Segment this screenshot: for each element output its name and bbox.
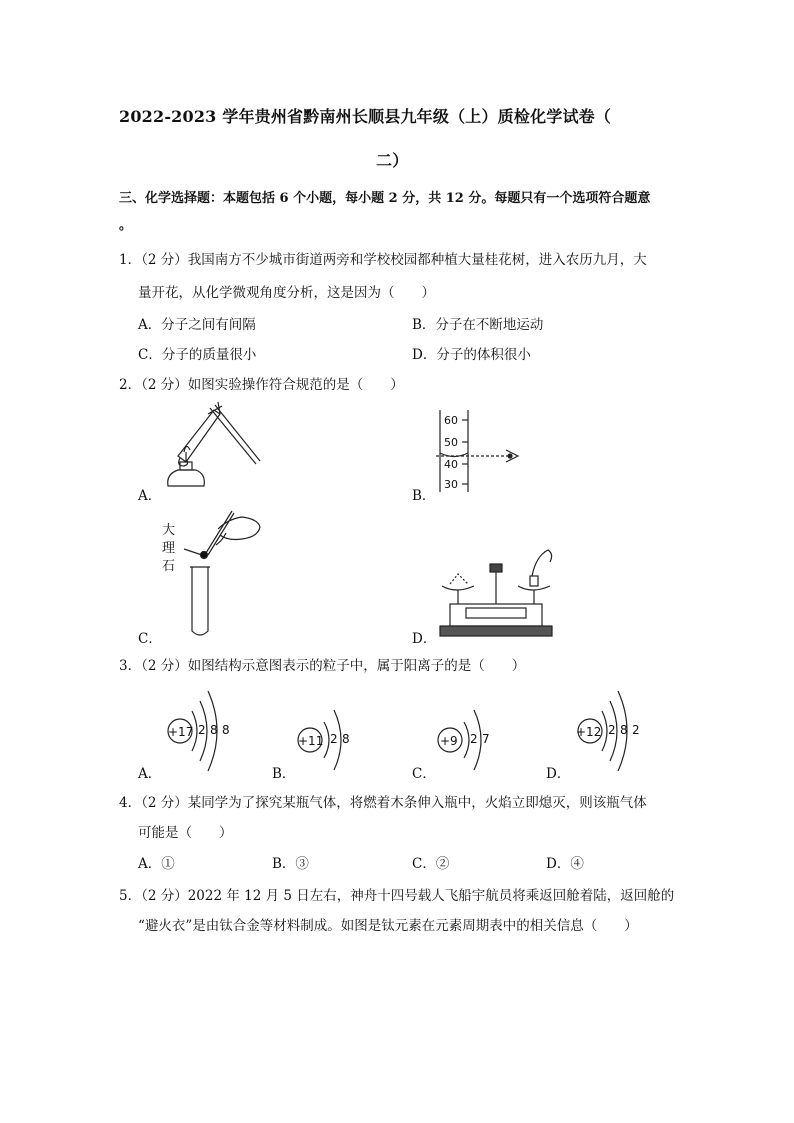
cylinder-tick-30: 30 bbox=[444, 478, 458, 491]
marble-label bbox=[162, 522, 175, 576]
q3-option-d-label[interactable]: D． bbox=[546, 766, 571, 782]
atom-d-shell-1: 2 bbox=[608, 723, 616, 737]
q4-option-d[interactable]: D．④ bbox=[546, 856, 584, 872]
q4-stem-continued: 可能是（ ） bbox=[138, 825, 233, 841]
q1-option-b[interactable]: B．分子在不断地运动 bbox=[412, 317, 544, 333]
page-title-continued: 二） bbox=[376, 151, 409, 170]
test-tube-heating-diagram bbox=[160, 400, 270, 500]
atom-b-shell-2: 8 bbox=[342, 732, 350, 746]
q4-stem: 4．（2 分）某同学为了探究某瓶气体，将燃着木条伸入瓶中，火焰立即熄灭，则该瓶气体 bbox=[119, 795, 647, 811]
atom-b-nucleus: +11 bbox=[298, 734, 324, 748]
atom-c-shell-2: 7 bbox=[482, 732, 490, 746]
cylinder-tick-50: 50 bbox=[444, 436, 458, 449]
q1-stem: 1．（2 分）我国南方不少城市街道两旁和学校校园都种植大量桂花树，进入农历九月，大 bbox=[119, 252, 647, 268]
marble-label-char-3: 石 bbox=[162, 559, 176, 574]
q2-option-b-label[interactable]: B． bbox=[412, 488, 436, 504]
atom-d-nucleus: +12 bbox=[576, 725, 602, 739]
q4-option-c[interactable]: C．② bbox=[412, 856, 450, 872]
atom-a-nucleus: +17 bbox=[168, 725, 194, 739]
q5-stem: 5．（2 分）2022 年 12 月 5 日左右，神舟十四号载人飞船宇航员将乘返回舱着陆，返回舱的 bbox=[119, 888, 675, 904]
measuring-cylinder-diagram bbox=[430, 408, 530, 498]
q3-option-b-label[interactable]: B． bbox=[272, 766, 296, 782]
section-header-continued: 。 bbox=[119, 218, 133, 233]
section-header: 三、化学选择题：本题包括 6 个小题，每小题 2 分，共 12 分。每题只有一个选项符合题意 bbox=[119, 191, 651, 206]
atom-structure-c bbox=[436, 700, 506, 770]
q3-option-c-label[interactable]: C． bbox=[412, 766, 436, 782]
atom-structure-b bbox=[296, 700, 366, 770]
q4-option-a[interactable]: A．① bbox=[138, 856, 175, 872]
atom-structure-a bbox=[162, 684, 242, 774]
q2-option-d-label[interactable]: D． bbox=[412, 631, 437, 647]
q5-stem-continued: “避火衣”是由钛合金等材料制成。如图是钛元素在元素周期表中的相关信息（ ） bbox=[138, 918, 638, 934]
marble-label-char-1: 大 bbox=[162, 523, 176, 538]
atom-d-shell-3: 2 bbox=[632, 723, 640, 737]
q4-option-b[interactable]: B．③ bbox=[272, 856, 309, 872]
atom-c-shell-1: 2 bbox=[470, 732, 478, 746]
q2-stem: 2．（2 分）如图实验操作符合规范的是（ ） bbox=[119, 377, 404, 393]
q1-stem-continued: 量开花，从化学微观角度分析，这是因为（ ） bbox=[138, 285, 435, 301]
q1-option-d[interactable]: D．分子的体积很小 bbox=[412, 347, 531, 363]
q2-option-a-label[interactable]: A． bbox=[138, 488, 162, 504]
marble-test-tube-diagram bbox=[180, 505, 270, 640]
cylinder-tick-60: 60 bbox=[444, 414, 458, 427]
atom-a-shell-3: 8 bbox=[222, 723, 230, 737]
atom-a-shell-2: 8 bbox=[210, 723, 218, 737]
q2-option-c-label[interactable]: C． bbox=[138, 631, 162, 647]
page-title: 2022-2023 学年贵州省黔南州长顺县九年级（上）质检化学试卷（ bbox=[119, 107, 612, 126]
balance-scale-diagram bbox=[436, 540, 556, 640]
atom-c-nucleus: +9 bbox=[440, 734, 458, 748]
marble-label-char-2: 理 bbox=[162, 541, 176, 556]
atom-structure-d bbox=[572, 684, 652, 774]
cylinder-tick-40: 40 bbox=[444, 458, 458, 471]
q1-option-c[interactable]: C．分子的质量很小 bbox=[138, 347, 257, 363]
q3-option-a-label[interactable]: A． bbox=[138, 766, 162, 782]
atom-d-shell-2: 8 bbox=[620, 723, 628, 737]
atom-a-shell-1: 2 bbox=[198, 723, 206, 737]
q1-option-a[interactable]: A．分子之间有间隔 bbox=[138, 317, 256, 333]
atom-b-shell-1: 2 bbox=[330, 732, 338, 746]
q3-stem: 3．（2 分）如图结构示意图表示的粒子中，属于阳离子的是（ ） bbox=[119, 658, 526, 674]
